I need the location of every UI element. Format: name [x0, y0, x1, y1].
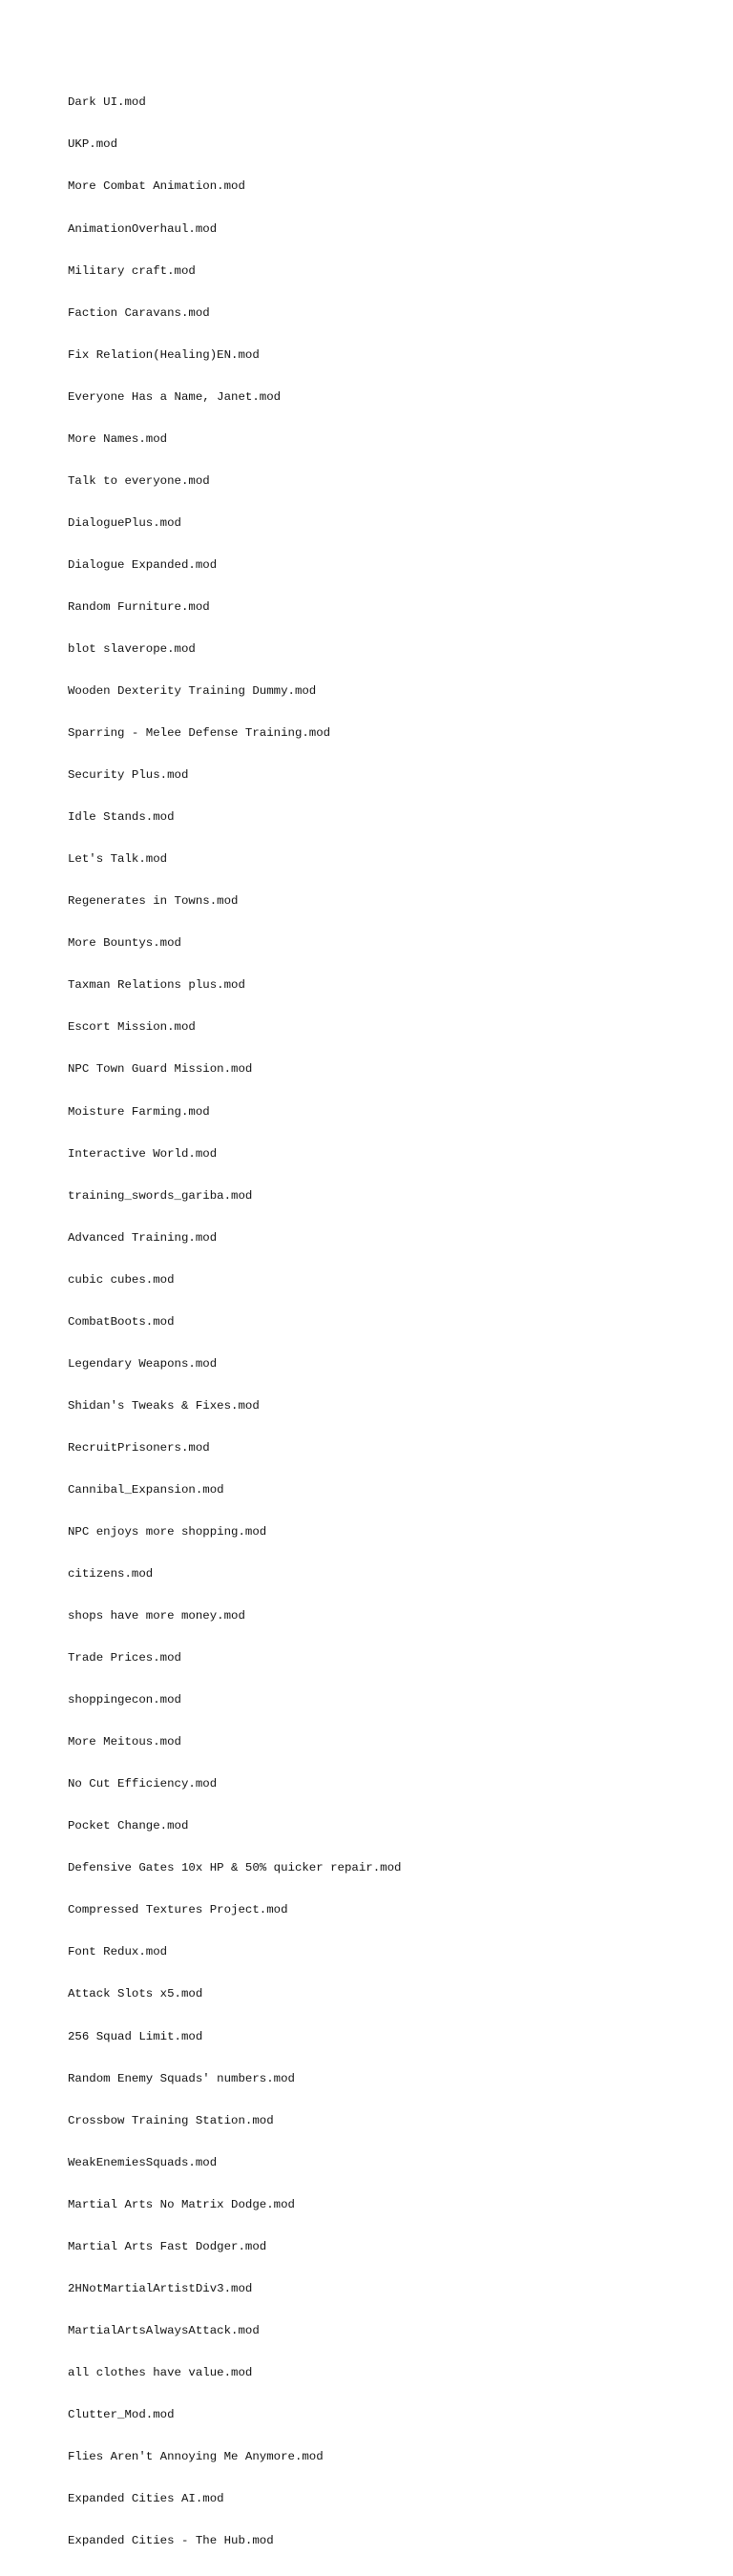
list-item: Random Enemy Squads' numbers.mod	[68, 2071, 295, 2085]
list-item: Dialogue Expanded.mod	[68, 557, 218, 572]
list-item: Advanced Training.mod	[68, 1230, 218, 1245]
list-item: NPC Town Guard Mission.mod	[68, 1062, 253, 1077]
list-item: training_swords_gariba.mod	[68, 1188, 253, 1203]
list-item: DialoguePlus.mod	[68, 515, 181, 530]
list-item: Pocket Change.mod	[68, 1819, 189, 1833]
list-item: Security Plus.mod	[68, 768, 189, 783]
list-item: Expanded Cities AI.mod	[68, 2492, 224, 2506]
list-item: Military craft.mod	[68, 263, 196, 278]
list-item: Font Redux.mod	[68, 1945, 168, 1959]
mod-file-list	[68, 68, 401, 2576]
list-item: Compressed Textures Project.mod	[68, 1903, 288, 1917]
list-item: Sparring - Melee Defense Training.mod	[68, 726, 331, 741]
list-item: Flies Aren't Annoying Me Anymore.mod	[68, 2450, 324, 2463]
list-item: Interactive World.mod	[68, 1146, 218, 1161]
list-item: Idle Stands.mod	[68, 810, 175, 825]
list-item: Wooden Dexterity Training Dummy.mod	[68, 684, 317, 699]
list-item: shoppingecon.mod	[68, 1693, 181, 1707]
list-item: MartialArtsAlwaysAttack.mod	[68, 2323, 260, 2337]
list-item: Defensive Gates 10x HP & 50% quicker repair.mod	[68, 1861, 402, 1875]
list-item: More Meitous.mod	[68, 1735, 181, 1749]
list-item: More Names.mod	[68, 431, 168, 446]
list-item: More Bountys.mod	[68, 936, 181, 951]
list-item: No Cut Efficiency.mod	[68, 1777, 218, 1791]
list-item: cubic cubes.mod	[68, 1272, 175, 1287]
list-item: Fix Relation(Healing)EN.mod	[68, 347, 260, 362]
list-item: Attack Slots x5.mod	[68, 1987, 203, 2001]
list-item: Martial Arts Fast Dodger.mod	[68, 2239, 267, 2253]
list-item: CombatBoots.mod	[68, 1314, 175, 1329]
list-item: shops have more money.mod	[68, 1609, 245, 1623]
list-item: AnimationOverhaul.mod	[68, 221, 218, 236]
list-item: Faction Caravans.mod	[68, 305, 210, 320]
list-item: blot slaverope.mod	[68, 641, 196, 656]
list-item: Regenerates in Towns.mod	[68, 894, 239, 909]
list-item: citizens.mod	[68, 1567, 154, 1581]
list-item: 256 Squad Limit.mod	[68, 2029, 203, 2043]
list-item: RecruitPrisoners.mod	[68, 1440, 210, 1455]
list-item: Clutter_Mod.mod	[68, 2407, 175, 2421]
list-item: Let's Talk.mod	[68, 852, 168, 867]
list-item: Expanded Cities - The Hub.mod	[68, 2534, 274, 2548]
list-item: Crossbow Training Station.mod	[68, 2113, 274, 2127]
list-item: Everyone Has a Name, Janet.mod	[68, 389, 282, 404]
list-item: More Combat Animation.mod	[68, 179, 245, 194]
list-item: UKP.mod	[68, 137, 118, 152]
list-item: Taxman Relations plus.mod	[68, 978, 245, 993]
list-item: WeakEnemiesSquads.mod	[68, 2155, 218, 2169]
list-item: Moisture Farming.mod	[68, 1104, 210, 1119]
list-item: Legendary Weapons.mod	[68, 1356, 218, 1371]
list-item: 2HNotMartialArtistDiv3.mod	[68, 2281, 253, 2295]
list-item: Cannibal_Expansion.mod	[68, 1482, 224, 1497]
list-item: Escort Mission.mod	[68, 1020, 196, 1035]
list-item: Shidan's Tweaks & Fixes.mod	[68, 1398, 260, 1413]
list-item: Martial Arts No Matrix Dodge.mod	[68, 2197, 295, 2211]
list-item: all clothes have value.mod	[68, 2365, 253, 2379]
list-item: Trade Prices.mod	[68, 1651, 181, 1665]
list-item: Random Furniture.mod	[68, 599, 210, 614]
list-item: Talk to everyone.mod	[68, 473, 210, 488]
list-item: NPC enjoys more shopping.mod	[68, 1524, 267, 1539]
list-item: Dark UI.mod	[68, 95, 146, 110]
